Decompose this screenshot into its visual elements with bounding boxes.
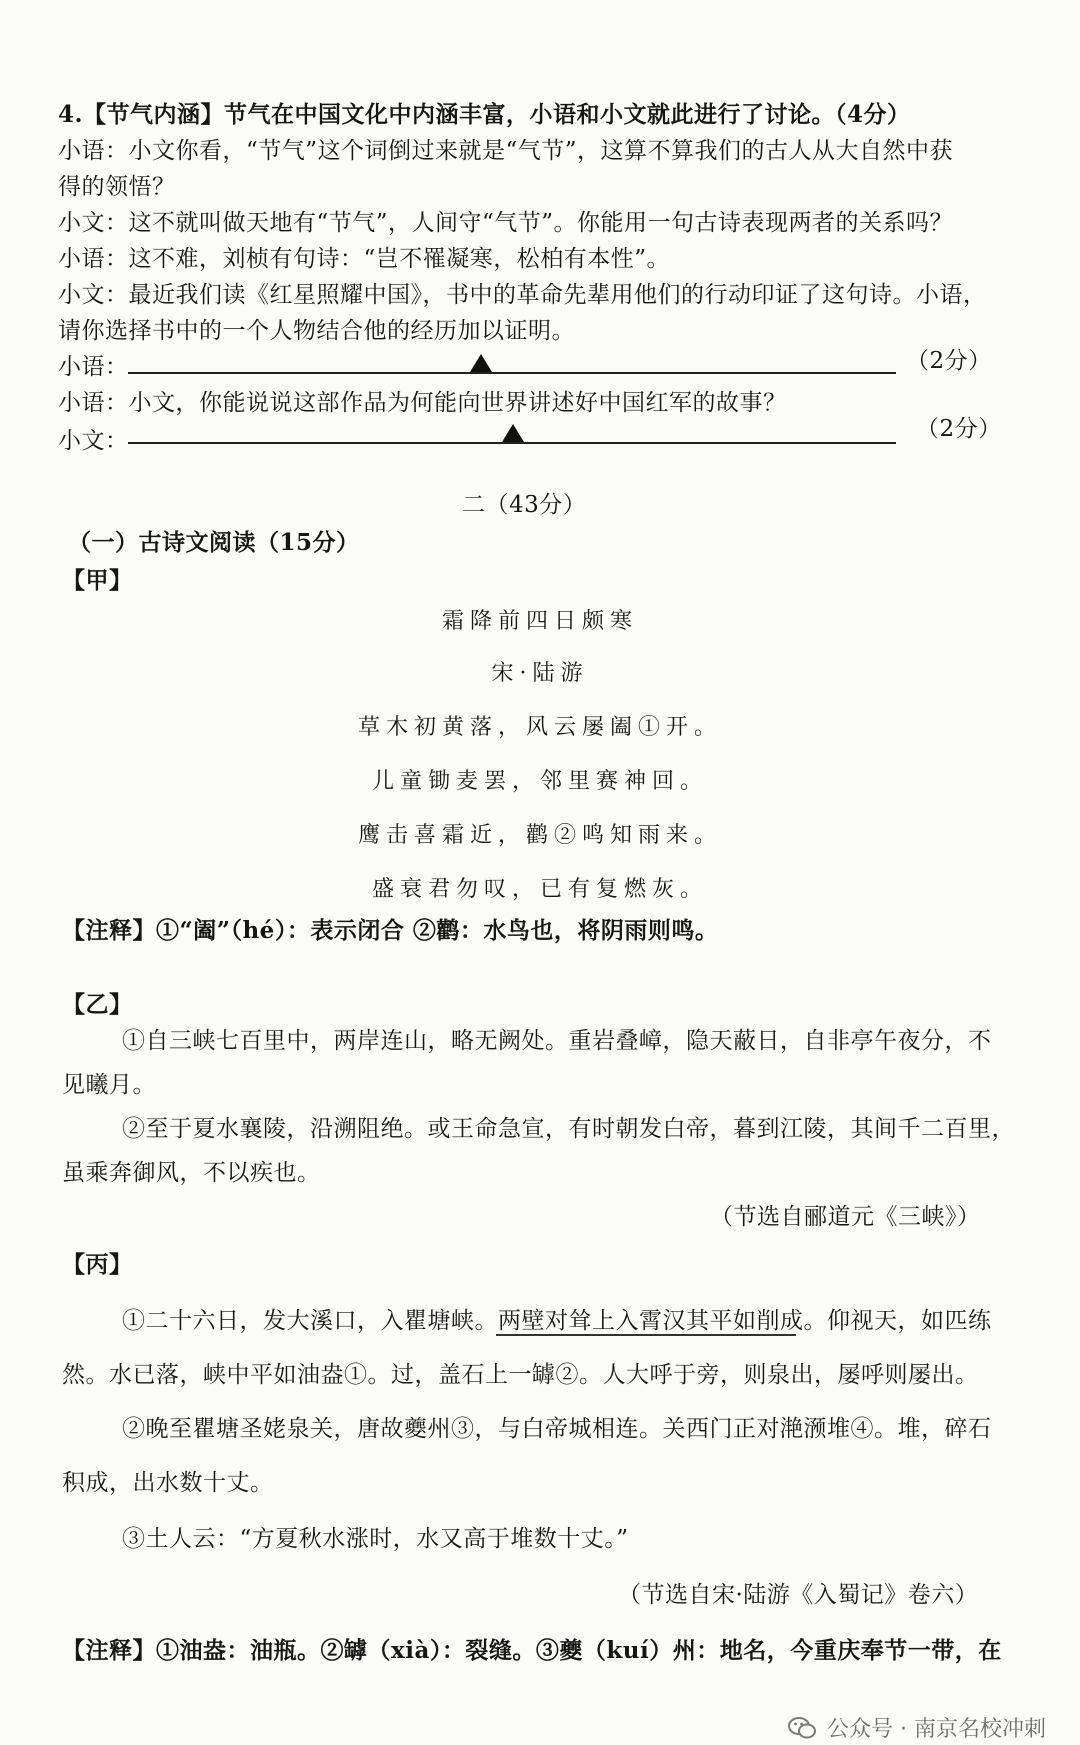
passage-line: 虽乘奔御风，不以疾也。 bbox=[62, 1160, 321, 1186]
passage-line: ③土人云：“方夏秋水涨时，水又高于堆数十丈。” bbox=[122, 1526, 629, 1552]
passage-line: ①二十六日，发大溪口，入瞿塘峡。两壁对耸上入霄汉其平如削成。仰视天，如匹练 bbox=[122, 1308, 992, 1334]
passage-source: （节选自郦道元《三峡》） bbox=[710, 1204, 981, 1230]
passage-line: ①自三峡七百里中，两岸连山，略无阙处。重岩叠嶂，隐天蔽日，自非亭午夜分，不 bbox=[122, 1028, 992, 1054]
passage-source: （节选自宋·陆游《入蜀记》卷六） bbox=[618, 1582, 979, 1608]
passage-line: 然。水已落，峡中平如油盎①。过，盖石上一罅②。人大呼于旁，则泉出，屡呼则屡出。 bbox=[62, 1362, 979, 1388]
answer2-blank[interactable] bbox=[128, 442, 896, 444]
triangle-marker-icon bbox=[502, 424, 524, 442]
q4-dialogue-line: 得的领悟？ bbox=[58, 174, 176, 200]
answer1-score: （2分） bbox=[906, 348, 992, 374]
q4-dialogue-line: 小语：小文你看，“节气”这个词倒过来就是“气节”，这算不算我们的古人从大自然中获 bbox=[58, 138, 954, 164]
poem-author: 宋·陆游 bbox=[491, 661, 589, 686]
wechat-icon bbox=[787, 1715, 817, 1741]
triangle-marker-icon bbox=[470, 354, 492, 372]
passage-line: 积成，出水数十丈。 bbox=[62, 1470, 274, 1496]
answer1-label: 小语： bbox=[58, 354, 129, 380]
section-label-jia: 【甲】 bbox=[62, 567, 133, 594]
section-label-bing: 【丙】 bbox=[62, 1251, 133, 1278]
passage-line: ②晚至瞿塘圣姥泉关，唐故夔州③，与白帝城相连。关西门正对滟滪堆④。堆，碎石 bbox=[122, 1416, 992, 1442]
q4-dialogue-line: 请你选择书中的一个人物结合他的经历加以证明。 bbox=[58, 318, 575, 344]
passage-annotation: 【注释】①油盎：油瓶。②罅（xià）：裂缝。③夔（kuí）州：地名，今重庆奉节一带，在 bbox=[62, 1637, 1002, 1664]
q4-dialogue-line: 小文：这不就叫做天地有“节气”，人间守“气节”。你能用一句古诗表现两者的关系吗？ bbox=[58, 210, 954, 236]
q4-dialogue-line: 小语：小文，你能说说这部作品为何能向世界讲述好中国红军的故事？ bbox=[58, 390, 787, 416]
watermark bbox=[787, 1712, 1046, 1743]
watermark-text: 公众号 · 南京名校冲刺 bbox=[827, 1717, 1046, 1742]
poem-title: 霜降前四日颇寒 bbox=[441, 609, 638, 634]
poem-line: 儿童锄麦罢，邻里赛神回。 bbox=[371, 769, 708, 794]
subsection-title: （一）古诗文阅读（15分） bbox=[68, 529, 360, 556]
section-title: 二（43分） bbox=[462, 492, 587, 518]
answer1-blank[interactable] bbox=[128, 372, 896, 374]
poem-line: 盛衰君勿叹，已有复燃灰。 bbox=[371, 877, 708, 902]
section-label-yi: 【乙】 bbox=[62, 991, 133, 1018]
poem-line: 鹰击喜霜近，鹳②鸣知雨来。 bbox=[357, 823, 722, 848]
q4-heading: 4.【节气内涵】节气在中国文化中内涵丰富，小语和小文就此进行了讨论。（4分） bbox=[58, 101, 911, 128]
poem-line: 草木初黄落，风云屡阖①开。 bbox=[357, 715, 722, 740]
answer2-score: （2分） bbox=[916, 416, 1002, 442]
answer2-label: 小文： bbox=[58, 428, 129, 454]
underline-mark bbox=[496, 1334, 796, 1336]
poem-annotation: 【注释】①“阖”（hé）：表示闭合 ②鹳：水鸟也，将阴雨则鸣。 bbox=[62, 917, 719, 944]
passage-line: 见曦月。 bbox=[62, 1072, 156, 1098]
q4-dialogue-line: 小文：最近我们读《红星照耀中国》，书中的革命先辈用他们的行动印证了这句诗。小语， bbox=[58, 282, 987, 308]
q4-dialogue-line: 小语：这不难，刘桢有句诗：“岂不罹凝寒，松柏有本性”。 bbox=[58, 246, 671, 272]
passage-line: ②至于夏水襄陵，沿溯阻绝。或王命急宣，有时朝发白帝，暮到江陵，其间千二百里， bbox=[122, 1116, 1015, 1142]
